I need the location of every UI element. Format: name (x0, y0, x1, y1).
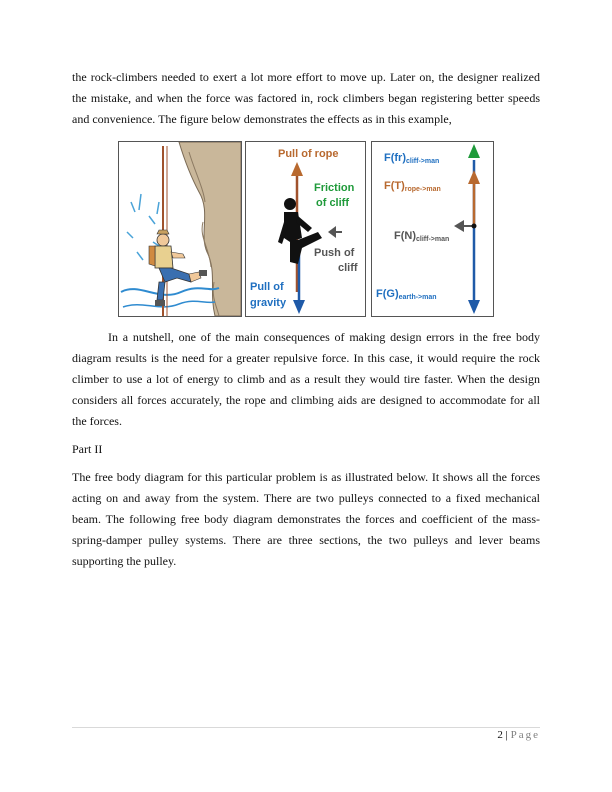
text-line: beam. The following free body diagram demonstrates the forces and coefficient of the mass- (72, 512, 540, 526)
text-line: supporting the pulley. (72, 554, 177, 568)
fbd-tension-label (384, 180, 441, 196)
page-label: Page (510, 729, 540, 741)
force-labels-panel (245, 141, 366, 317)
page-footer (497, 729, 540, 741)
paragraph-2 (72, 327, 540, 432)
fbd-normal-sub: cliff->man (416, 236, 450, 243)
fbd-gravity-sub: earth->man (398, 294, 437, 301)
fbd-normal-main: F(N) (394, 230, 416, 242)
gravity-arrow-icon (293, 300, 305, 314)
text-line: acting on and away from the system. There are two pulleys connected to a fixed mechanical (72, 491, 540, 505)
text-line: the mistake, and when the force was factored in, rock climbers began registering better speeds (72, 91, 540, 105)
text-line: The free body diagram for this particular problem is as illustrated below. It shows all the forces (72, 470, 540, 484)
text-line: the forces. (72, 414, 122, 428)
fbd-tension-sub: rope->man (404, 186, 441, 193)
text-line: climber to use a lot of energy to climb and as a result they would tire faster. When the design (72, 372, 540, 386)
fbd-gravity-main: F(G) (376, 288, 399, 300)
footer-separator: | (505, 729, 508, 741)
fbd-normal-arrow-icon (454, 220, 464, 232)
fbd-tension-main: F(T) (384, 180, 405, 192)
climber-illustration (118, 141, 242, 317)
friction-label-line1: Friction (314, 182, 355, 194)
fbd-center-point-icon (472, 224, 477, 229)
fbd-friction-sub: cliff->man (406, 158, 440, 165)
fbd-gravity-label (376, 288, 437, 304)
text-line: In a nutshell, one of the main consequences of making design errors in the free body (108, 330, 540, 344)
fbd-tension-arrow-icon (468, 170, 480, 184)
push-label-line1: Push of (314, 247, 355, 259)
paragraph-1 (72, 67, 540, 130)
text-line: considers all forces accurately, the rope and climbing aids are designed to accommodate for all (72, 393, 540, 407)
text-line: the rock-climbers needed to exert a lot more effort to move up. Later on, the designer realized (72, 70, 540, 84)
climber-head-icon (284, 198, 296, 210)
fbd-gravity-arrow-icon (468, 300, 480, 314)
page-number: 2 (497, 729, 503, 741)
push-label-line2: cliff (338, 262, 358, 274)
gravity-label-line2: gravity (250, 297, 287, 309)
paragraph-3 (72, 467, 540, 572)
text-line: diagram results is the need for a greater repulsive force. In this case, it would require the rock (72, 351, 540, 365)
footer-divider (72, 727, 540, 728)
gravity-label-line1: Pull of (250, 281, 284, 293)
text-line: and convenience. The figure below demonstrates the effects as in this example, (72, 112, 452, 126)
fbd-friction-label (384, 152, 439, 168)
free-body-diagram-panel (371, 141, 494, 317)
rope-arrow-icon (291, 162, 303, 176)
fbd-friction-arrow-icon (468, 144, 480, 158)
fbd-normal-label (394, 230, 449, 246)
fbd-friction-main: F(fr) (384, 152, 406, 164)
section-heading: Part II (72, 442, 103, 456)
climber-illustration-drawing (119, 142, 241, 316)
text-line: spring-damper pulley systems. There are three sections, the two pulleys and lever beams (72, 533, 540, 547)
friction-label-line2: of cliff (316, 197, 349, 209)
pull-of-rope-label: Pull of rope (278, 148, 339, 160)
